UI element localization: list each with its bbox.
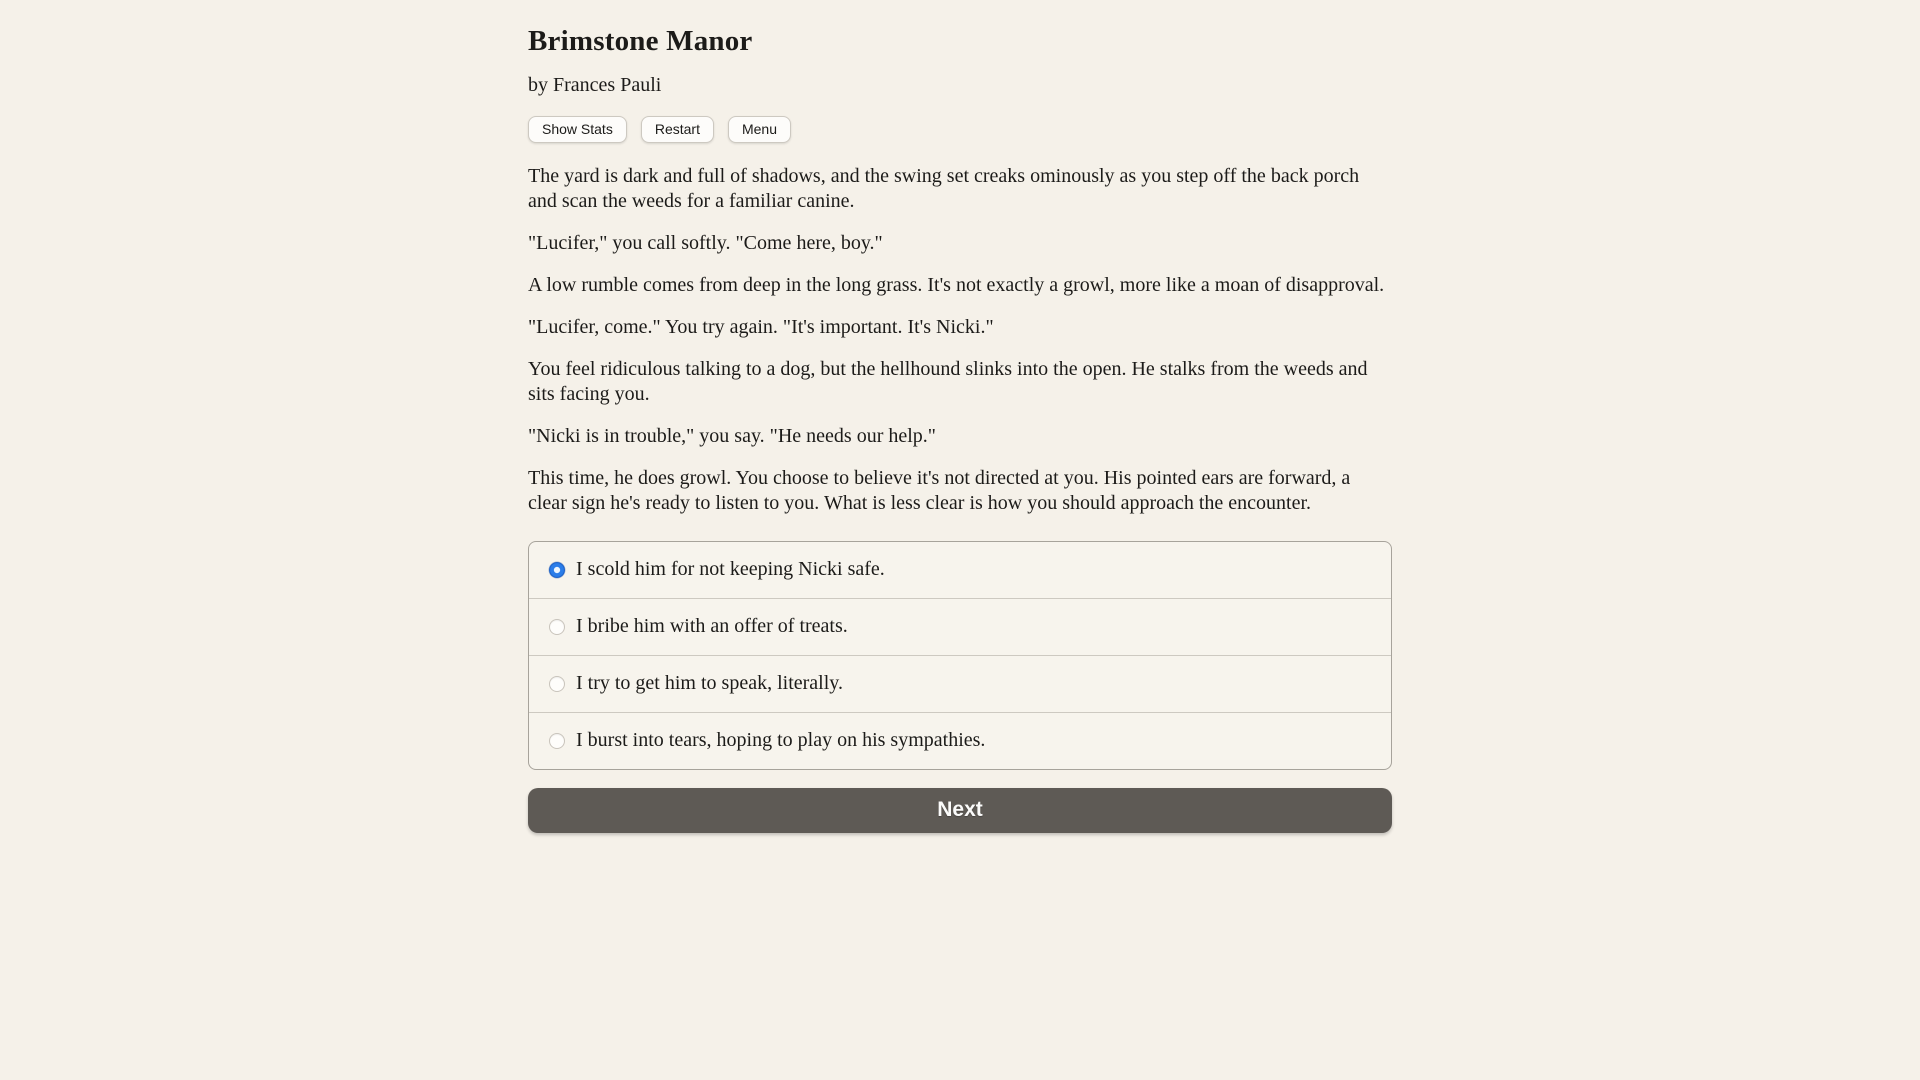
- toolbar: [528, 116, 1392, 143]
- story-paragraph: A low rumble comes from deep in the long grass. It's not exactly a growl, more like a moan of disapproval.: [528, 273, 1385, 296]
- story-paragraph: You feel ridiculous talking to a dog, but the hellhound slinks into the open. He stalks from the weeds and sits facing you.: [528, 357, 1368, 405]
- show-stats-button[interactable]: Show Stats: [528, 116, 627, 143]
- author-byline: by Frances Pauli: [528, 73, 662, 96]
- menu-button[interactable]: Menu: [728, 116, 791, 143]
- choice-option-label[interactable]: I try to get him to speak, literally.: [576, 672, 843, 695]
- story-paragraph: This time, he does growl. You choose to believe it's not directed at you. His pointed ears are forward, a clear sign he's ready to listen to you. What is less clear is how you should approach the encounter.: [528, 466, 1351, 514]
- radio-button-icon[interactable]: [549, 562, 565, 578]
- page-column: [528, 0, 1392, 833]
- story-paragraph: "Nicki is in trouble," you say. "He needs our help.": [528, 424, 936, 447]
- radio-button-icon[interactable]: [549, 676, 565, 692]
- restart-button[interactable]: Restart: [641, 116, 714, 143]
- story-paragraph: "Lucifer, come." You try again. "It's important. It's Nicki.": [528, 315, 994, 338]
- choice-option-label[interactable]: I burst into tears, hoping to play on his sympathies.: [576, 729, 986, 752]
- choice-option[interactable]: [529, 598, 1391, 655]
- choice-option[interactable]: [529, 712, 1391, 769]
- story-text: [528, 164, 1392, 516]
- choice-group: [528, 541, 1392, 770]
- choice-option[interactable]: [529, 542, 1391, 598]
- choice-option-label[interactable]: I scold him for not keeping Nicki safe.: [576, 558, 885, 581]
- story-paragraph: "Lucifer," you call softly. "Come here, boy.": [528, 231, 883, 254]
- choice-option[interactable]: [529, 655, 1391, 712]
- story-paragraph: The yard is dark and full of shadows, and the swing set creaks ominously as you step off the back porch and scan the weeds for a familiar canine.: [528, 164, 1360, 212]
- page-title: Brimstone Manor: [528, 25, 753, 57]
- next-button[interactable]: Next: [528, 788, 1392, 833]
- radio-button-icon[interactable]: [549, 733, 565, 749]
- choice-option-label[interactable]: I bribe him with an offer of treats.: [576, 615, 848, 638]
- radio-button-icon[interactable]: [549, 619, 565, 635]
